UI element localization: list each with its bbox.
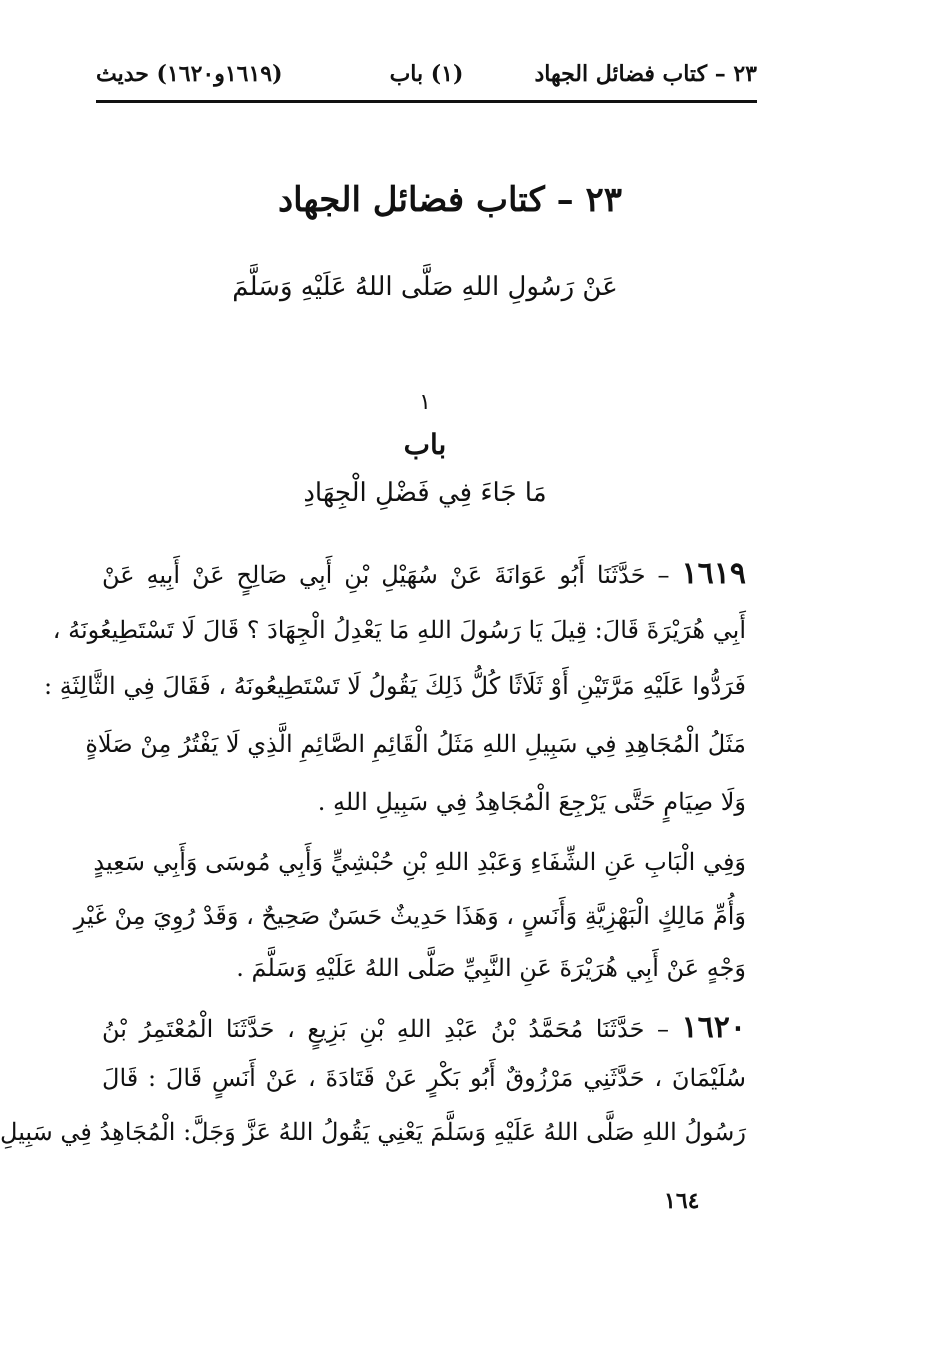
note-line-2: وَأُمِّ مَالِكٍ الْبَهْزِيَّةِ وَأَنَسٍ ، وَهَذَا حَدِيثٌ حَسَنٌ صَحِيحٌ ، وَقَدْ رُوِيَ مِنْ غَيْرِ (73, 902, 746, 930)
running-header (96, 52, 757, 96)
chapter-number: ١ (419, 390, 431, 415)
book-subtitle: عَنْ رَسُولِ اللهِ صَلَّى اللهُ عَلَيْهِ وَسَلَّمَ (232, 272, 618, 302)
header-chapter: (١) باب (389, 61, 464, 87)
hadith-1620-text: – حَدَّثَنَا مُحَمَّدُ بْنُ عَبْدِ اللهِ بْنِ بَزِيعٍ ، حَدَّثَنَا الْمُعْتَمِرُ بْنُ (102, 1015, 669, 1043)
hadith-1619-number: ١٦١٩ (681, 556, 746, 591)
chapter-title: مَا جَاءَ فِي فَضْلِ الْجِهَادِ (303, 478, 547, 508)
note-line-3: وَجْهٍ عَنْ أَبِي هُرَيْرَةَ عَنِ النَّبِيِّ صَلَّى اللهُ عَلَيْهِ وَسَلَّمَ . (236, 954, 746, 982)
chapter-word: باب (403, 428, 447, 461)
hadith-1619-line-2: أَبِي هُرَيْرَةَ قَالَ: قِيلَ يَا رَسُولَ اللهِ مَا يَعْدِلُ الْجِهَادَ ؟ قَالَ لَا تَسْتَطِيعُونَهُ ، (52, 616, 746, 644)
hadith-1619-text: – حَدَّثَنَا أَبُو عَوَانَةَ عَنْ سُهَيْلِ بْنِ أَبِي صَالِحٍ عَنْ أَبِيهِ عَنْ (102, 561, 670, 589)
hadith-1619-line-3: فَرَدُّوا عَلَيْهِ مَرَّتَيْنِ أَوْ ثَلَاثًا كُلُّ ذَلِكَ يَقُولُ لَا تَسْتَطِيعُونَهُ ، فَقَالَ فِي الثَّالِثَةِ : (44, 672, 746, 700)
hadith-1619-line-5: وَلَا صِيَامٍ حَتَّى يَرْجِعَ الْمُجَاهِدُ فِي سَبِيلِ اللهِ . (317, 788, 746, 816)
hadith-1620-number: ١٦٢٠ (681, 1010, 746, 1045)
hadith-1619-line-1 (102, 556, 746, 591)
note-line-1: وَفِي الْبَابِ عَنِ الشِّفَاءِ وَعَبْدِ اللهِ بْنِ حُبْشِيٍّ وَأَبِي مُوسَى وَأَبِي سَعِيدٍ (93, 848, 746, 876)
hadith-1620-line-1 (102, 1010, 746, 1045)
hadith-1619-line-4: مَثَلُ الْمُجَاهِدِ فِي سَبِيلِ اللهِ مَثَلُ الْقَائِمِ الصَّائِمِ الَّذِي لَا يَفْتُرُ مِنْ صَلَاةٍ (85, 730, 746, 758)
hadith-1620-line-3: رَسُولُ اللهِ صَلَّى اللهُ عَلَيْهِ وَسَلَّمَ يَعْنِي يَقُولُ اللهُ عَزَّ وَجَلَّ: الْمُجَاهِدُ فِي سَبِيلِ (0, 1118, 746, 1146)
book-title: ٢٣ – كتاب فضائل الجهاد (278, 180, 622, 220)
page-number: ١٦٤ (664, 1188, 700, 1214)
header-book-title: ٢٣ – كتاب فضائل الجهاد (534, 61, 757, 87)
header-rule (96, 100, 757, 103)
hadith-1620-line-2: سُلَيْمَانَ ، حَدَّثَنِي مَرْزُوقٌ أَبُو بَكْرٍ عَنْ قَتَادَةَ ، عَنْ أَنَسٍ قَالَ : قَالَ (102, 1064, 746, 1092)
header-hadith-range: (١٦١٩و١٦٢٠) حديث (96, 61, 283, 87)
